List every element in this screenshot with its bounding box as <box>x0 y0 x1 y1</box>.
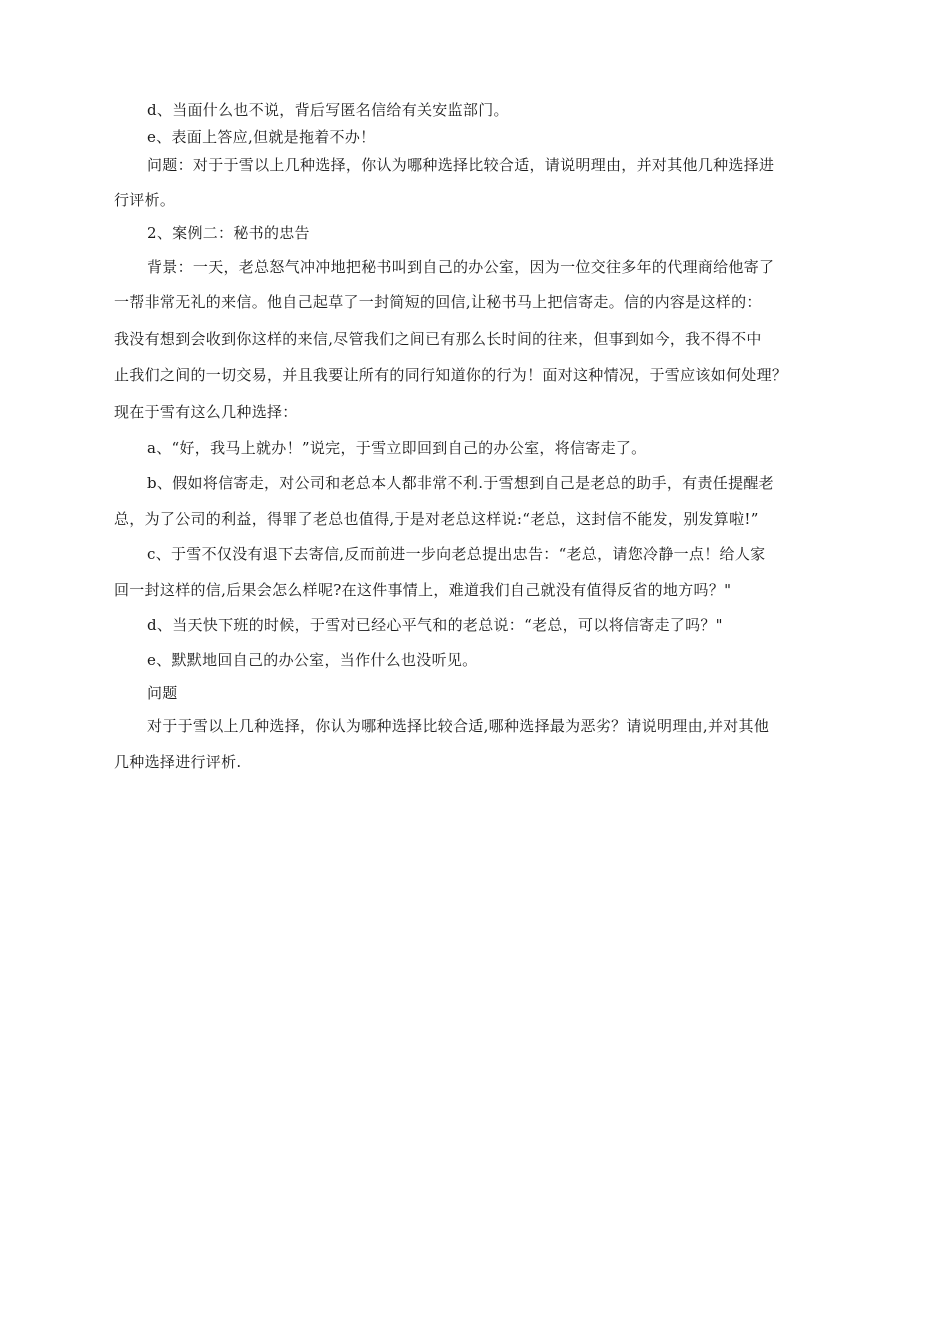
option-d-text: d、当面什么也不说，背后写匿名信给有关安监部门。 <box>147 101 509 119</box>
choices-intro: 现在于雪有这么几种选择： <box>114 403 298 421</box>
option-b-text-cont: 总，为了公司的利益，得罪了老总也值得,于是对老总这样说:“老总，这封信不能发，别发算啦!” <box>114 510 759 528</box>
option-d2-text: d、当天快下班的时候，于雪对已经心平气和的老总说：“老总，可以将信寄走了吗？" <box>147 616 723 634</box>
question-text: 问题：对于于雪以上几种选择，你认为哪种选择比较合适，请说明理由，并对其他几种选择进 <box>147 156 775 174</box>
option-c-text-cont: 回一封这样的信,后果会怎么样呢?在这件事情上，难道我们自己就没有值得反省的地方吗？" <box>114 581 732 599</box>
option-c-text: c、于雪不仅没有退下去寄信,反而前进一步向老总提出忠告：“老总，请您冷静一点！给人家 <box>147 545 766 563</box>
background-text-line2: 一帮非常无礼的来信。他自己起草了一封简短的回信,让秘书马上把信寄走。信的内容是这样的： <box>114 293 762 311</box>
final-question-text: 对于于雪以上几种选择，你认为哪种选择比较合适,哪种选择最为恶劣？请说明理由,并对其他 <box>147 717 770 735</box>
question-text-cont: 行评析。 <box>114 191 176 209</box>
final-question-text-cont: 几种选择进行评析. <box>114 753 242 771</box>
option-b-text: b、假如将信寄走，对公司和老总本人都非常不利.于雪想到自己是老总的助手，有责任提醒老 <box>147 474 774 492</box>
question-heading: 问题 <box>147 684 178 702</box>
background-text: 背景：一天，老总怒气冲冲地把秘书叫到自己的办公室，因为一位交往多年的代理商给他寄了 <box>147 258 775 276</box>
option-e-text: e、表面上答应,但就是拖着不办！ <box>147 128 376 146</box>
option-e2-text: e、默默地回自己的办公室，当作什么也没听见。 <box>147 651 478 669</box>
option-a-text: a、“好，我马上就办！”说完，于雪立即回到自己的办公室，将信寄走了。 <box>147 439 647 457</box>
letter-content-line1: 我没有想到会收到你这样的来信,尽管我们之间已有那么长时间的往来，但事到如今，我不得不中 <box>114 330 762 348</box>
letter-content-line2: 止我们之间的一切交易，并且我要让所有的同行知道你的行为！面对这种情况，于雪应该如何处理？ <box>114 366 788 384</box>
case-two-heading: 2、案例二：秘书的忠告 <box>147 224 310 242</box>
